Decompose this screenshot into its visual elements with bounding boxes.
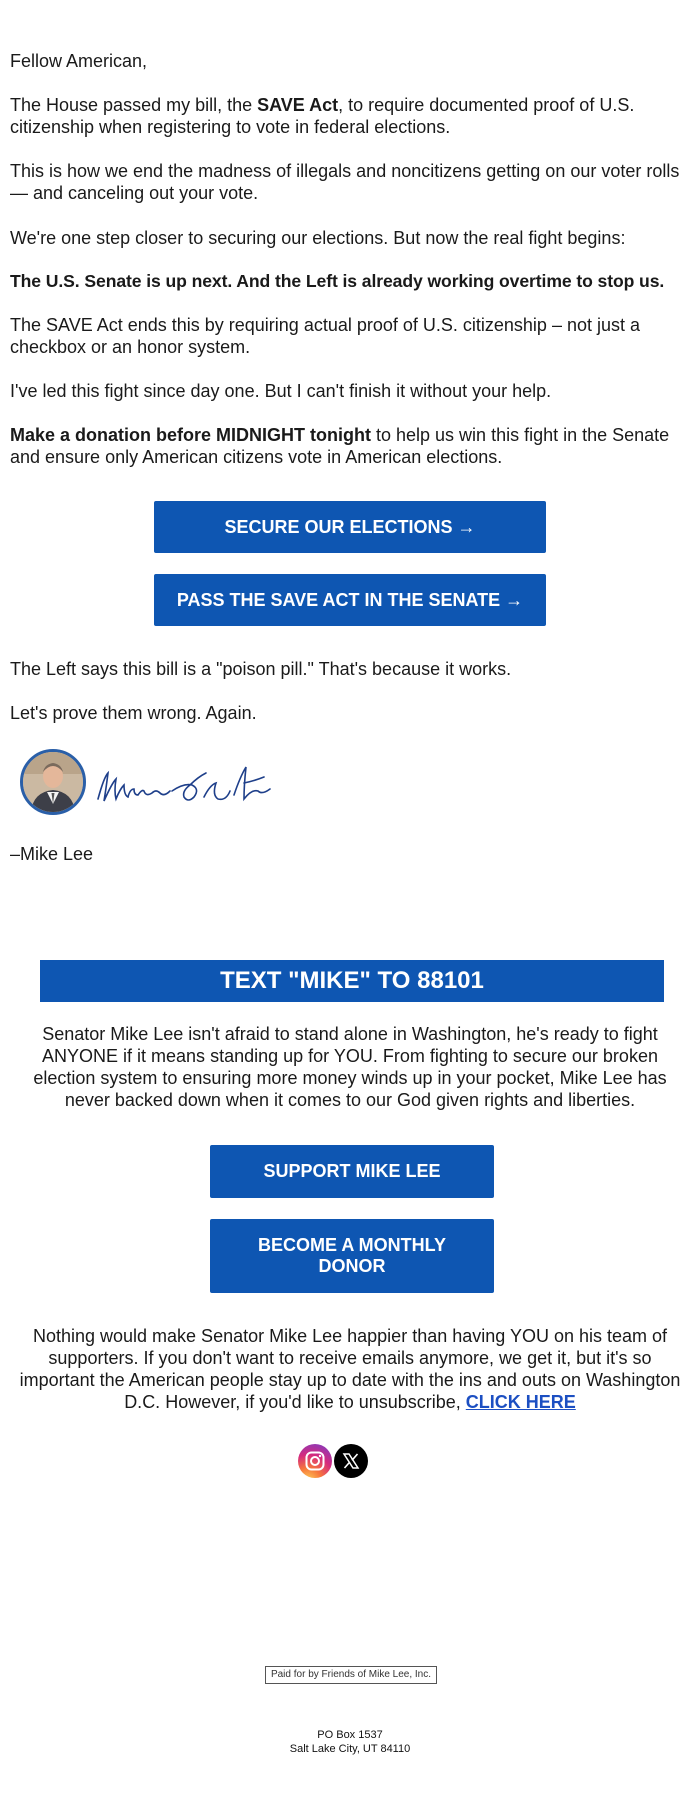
unsubscribe-paragraph — [10, 1325, 690, 1413]
greeting: Fellow American, — [10, 51, 148, 71]
text-to-donate-banner: TEXT "MIKE" TO 88101 — [40, 960, 664, 1002]
pass-save-act-button[interactable]: PASS THE SAVE ACT IN THE SENATE → — [154, 574, 546, 626]
mailing-address — [150, 1728, 550, 1756]
p1-text-end: , to require documented proof of U.S. citizenship when registering to vote in federal elections. — [10, 95, 635, 137]
paragraph-one-step: We're one step closer to securing our elections. But now the real fight begins: — [10, 228, 626, 248]
p7-text: to help us win this fight in the Senate and ensure only American citizens vote in American elections. — [10, 425, 670, 467]
paragraph-prove-wrong: Let's prove them wrong. Again. — [10, 703, 257, 723]
portrait-image — [23, 752, 83, 812]
p1-text: The House passed my bill, the — [10, 95, 258, 115]
signature-image — [94, 755, 274, 815]
p7-bold: Make a donation before MIDNIGHT tonight — [10, 425, 371, 445]
unsubscribe-text: Nothing would make Senator Mike Lee happier than having YOU on his team of supporters. If you don't want to receive emails anymore, we get it, but it's so important the American people stay up to date with the ins and outs on Washington D.C. However, if you'd like to unsubscribe, — [19, 1326, 681, 1412]
paragraph-donate — [10, 424, 694, 468]
monthly-donor-label-line1: BECOME A MONTHLY — [257, 1235, 446, 1255]
instagram-icon[interactable] — [298, 1444, 332, 1478]
monthly-donor-button[interactable] — [210, 1219, 494, 1293]
paragraph-senate-next: The U.S. Senate is up next. And the Left is already working overtime to stop us. — [10, 271, 665, 291]
p1-bold: SAVE Act — [257, 95, 339, 115]
sign-off: –Mike Lee — [10, 844, 94, 864]
about-paragraph: Senator Mike Lee isn't afraid to stand alone in Washington, he's ready to fight ANYONE if it means standing up for YOU. From fighting to secure our broken election system to ensuring more money winds up in your pocket, Mike Lee has never backed down when it comes to our God given rights and liberties. — [33, 1024, 667, 1110]
address-line2: Salt Lake City, UT 84110 — [289, 1743, 411, 1755]
paragraph-madness: This is how we end the madness of illegals and noncitizens getting on our voter rolls — and canceling out your vote. — [10, 161, 680, 203]
secure-elections-button[interactable]: SECURE OUR ELECTIONS → — [154, 501, 546, 553]
avatar — [20, 749, 86, 815]
paragraph-proof: The SAVE Act ends this by requiring actual proof of U.S. citizenship – not just a checkbox or an honor system. — [10, 315, 640, 357]
unsubscribe-link[interactable]: CLICK HERE — [465, 1392, 576, 1412]
paid-for-disclaimer: Paid for by Friends of Mike Lee, Inc. — [265, 1666, 437, 1684]
support-mike-lee-button[interactable]: SUPPORT MIKE LEE — [210, 1145, 494, 1198]
x-icon[interactable] — [334, 1444, 368, 1478]
monthly-donor-label-line2: DONOR — [318, 1256, 386, 1276]
address-line1: PO Box 1537 — [317, 1729, 383, 1741]
paragraph-save-act — [10, 94, 694, 138]
paragraph-led-fight: I've led this fight since day one. But I can't finish it without your help. — [10, 381, 552, 401]
paragraph-poison-pill: The Left says this bill is a "poison pill." That's because it works. — [10, 659, 512, 679]
